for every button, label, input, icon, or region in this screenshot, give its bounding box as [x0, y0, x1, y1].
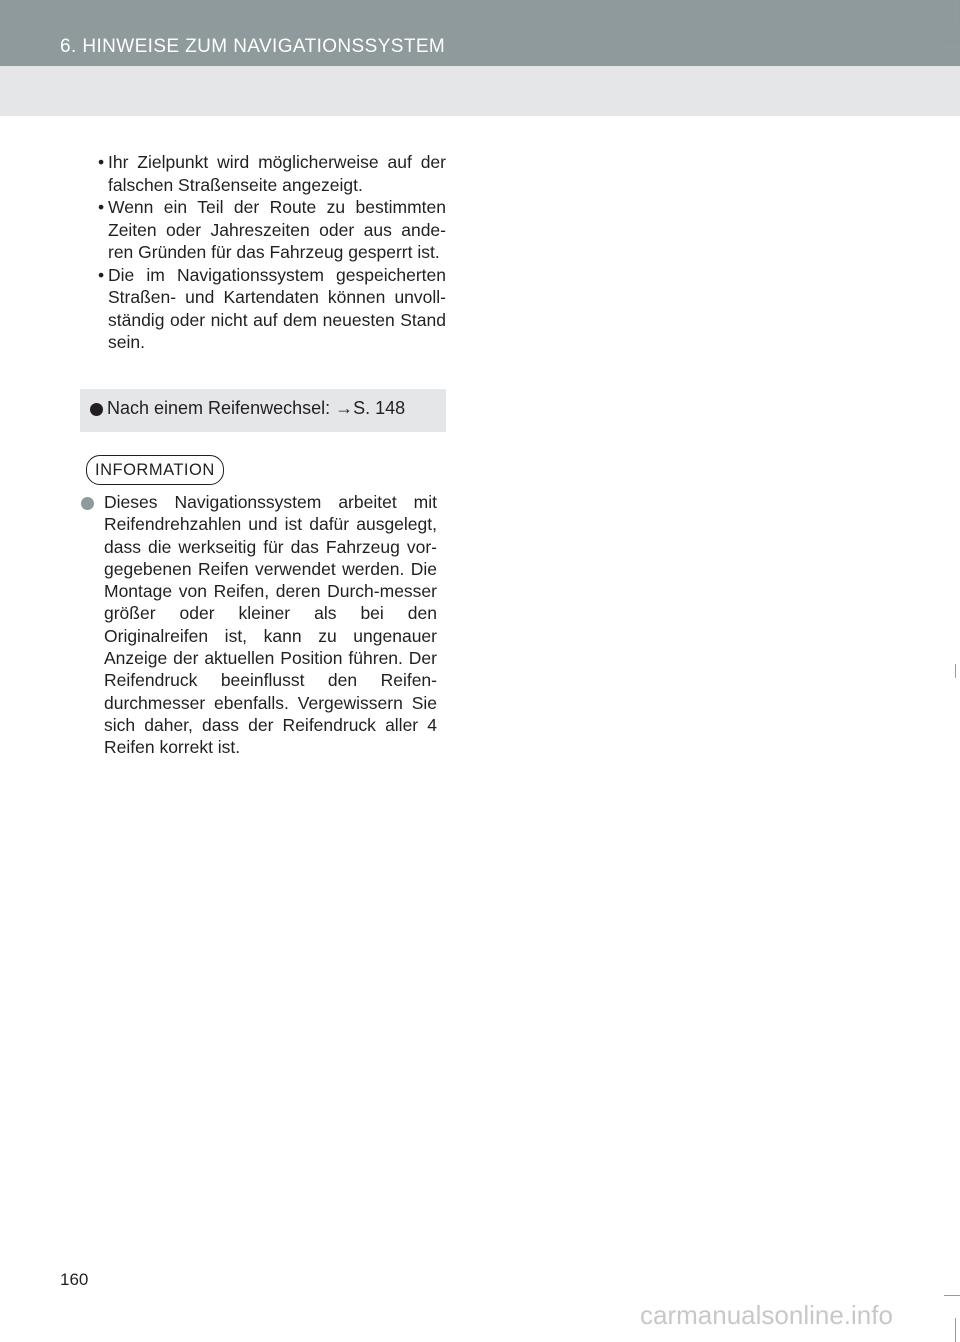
bullet-text: Die im Navigationssystem gespeicherten Straßen- und Kartendaten können unvoll-ständig oder nicht auf dem neuesten Stand sein.	[108, 264, 446, 352]
crop-mark	[944, 46, 960, 47]
note-text: Nach einem Reifenwechsel: →S. 148	[107, 398, 406, 418]
bullet-text: Wenn ein Teil der Route zu bestimmten Zeiten oder Jahreszeiten oder aus ande-ren Gründen für das Fahrzeug gesperrt ist.	[108, 197, 446, 262]
filled-circle-icon	[90, 403, 103, 416]
watermark: carmanualsonline.info	[640, 1300, 893, 1330]
bullet-marker: •	[98, 197, 105, 217]
information-text: Dieses Navigationssystem arbeitet mit Reifendrehzahlen und ist dafür ausgelegt, dass die werkseitig für das Fahrzeug vor-gegebenen Reifen verwendet werden. Die Montage von Reifen, deren Durch-messer größer oder kleiner als bei den Originalreifen ist, kann zu ungenauer Anzeige der aktuellen Position führen. Der Reifendruck beeinflusst den Reifen-durchmesser ebenfalls. Vergewissern Sie sich daher, dass der Reifendruck aller 4 Reifen korrekt ist.	[104, 492, 437, 758]
note-box	[80, 389, 446, 432]
information-badge: INFORMATION	[86, 455, 224, 485]
crop-mark	[955, 0, 956, 22]
header-band	[0, 66, 960, 116]
list-item	[98, 196, 446, 264]
list-item	[98, 264, 446, 354]
crop-mark	[955, 664, 956, 678]
bullet-marker: •	[98, 264, 105, 285]
grey-circle-icon	[81, 497, 94, 510]
bullet-list	[98, 151, 446, 354]
bullet-text: Ihr Zielpunkt wird möglicherweise auf der falschen Straßenseite angezeigt.	[108, 152, 446, 195]
crop-mark	[944, 1295, 960, 1296]
bullet-marker: •	[98, 152, 105, 172]
section-title: 6. HINWEISE ZUM NAVIGATIONSSYSTEM	[60, 36, 446, 57]
crop-mark	[955, 1318, 956, 1342]
list-item	[98, 151, 446, 196]
information-item	[81, 491, 437, 759]
page-number: 160	[60, 1270, 89, 1289]
